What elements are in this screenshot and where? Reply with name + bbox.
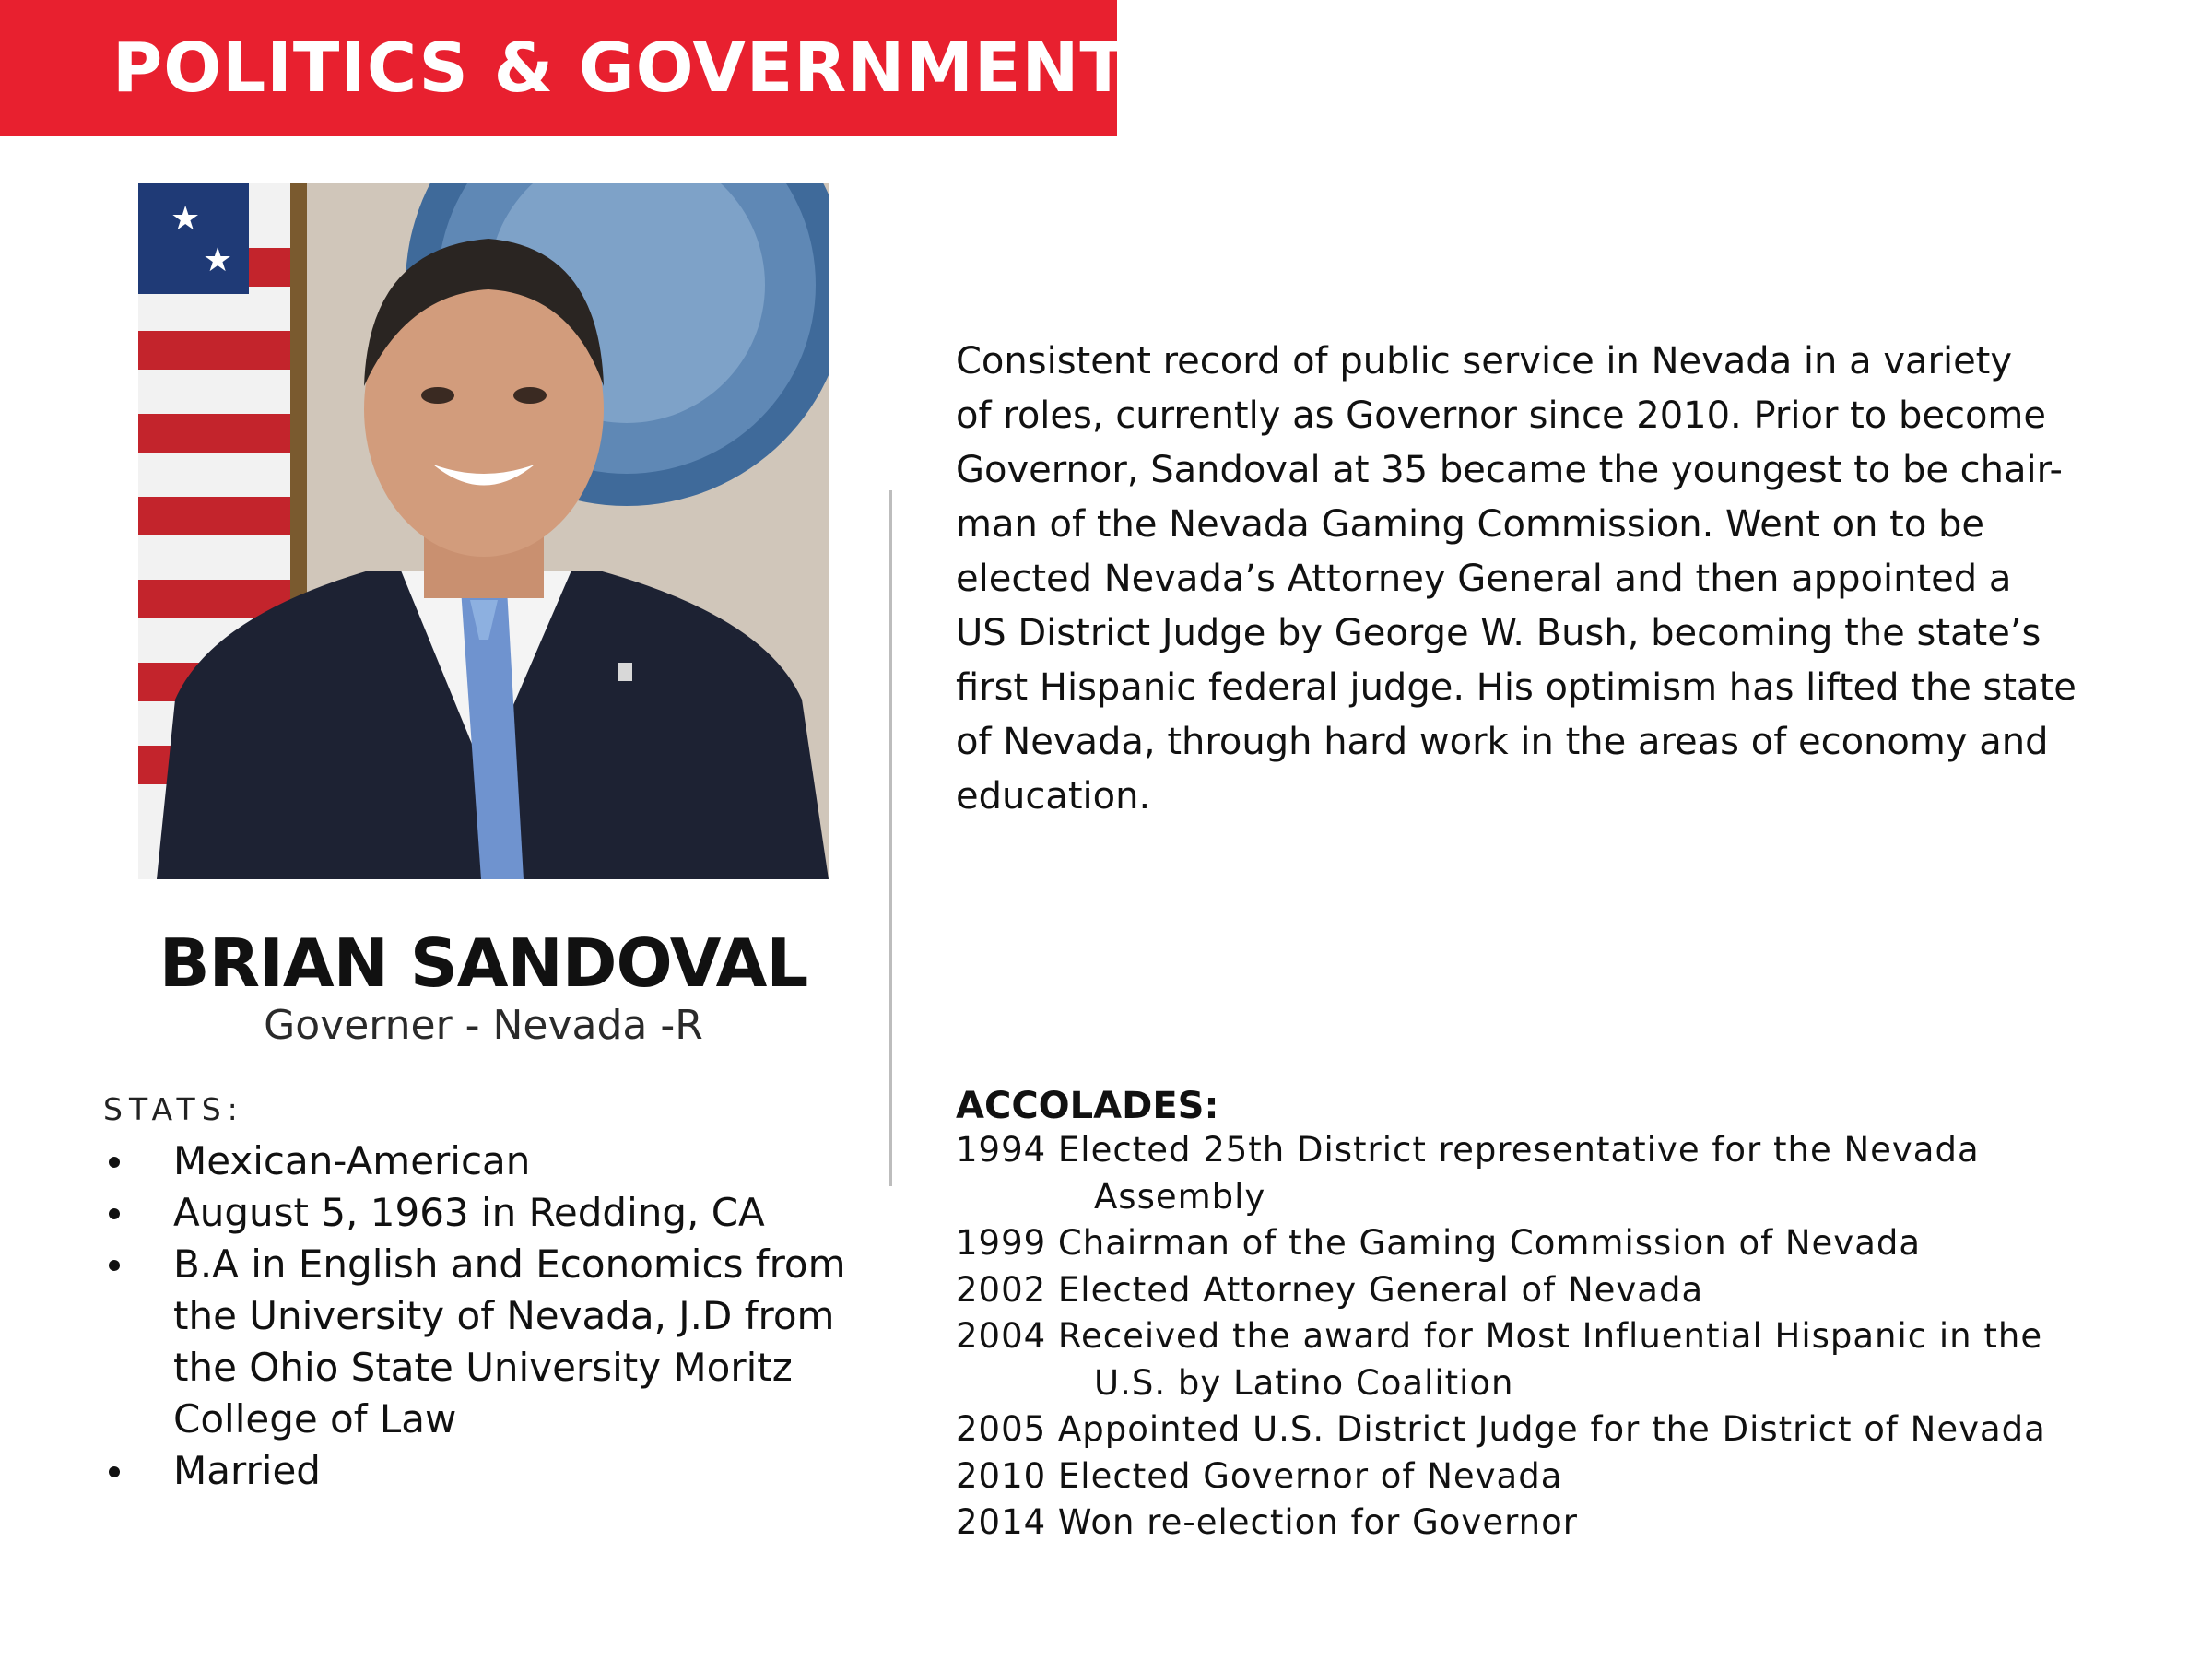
stats-item-text: the University of Nevada, J.D from xyxy=(173,1293,835,1338)
bio-line: of roles, currently as Governor since 2010. Prior to become xyxy=(956,394,2047,437)
accolade-text: 2010 Elected Governor of Nevada xyxy=(956,1455,1563,1496)
accolade-text: 1994 Elected 25th District representative for the Nevada xyxy=(956,1130,1980,1170)
accolade-item xyxy=(956,1267,2172,1314)
bio-line: of Nevada, through hard work in the areas of economy and xyxy=(956,721,2049,763)
stats-item xyxy=(103,1239,846,1445)
accolade-item xyxy=(956,1453,2172,1500)
stats-item xyxy=(103,1445,841,1497)
svg-text:★: ★ xyxy=(203,241,233,279)
bio-line: Governor, Sandoval at 35 became the youngest to be chair- xyxy=(956,449,2063,491)
accolades-heading: ACCOLADES: xyxy=(956,1085,1219,1127)
bio-line: first Hispanic federal judge. His optimism has lifted the state xyxy=(956,666,2077,709)
accolade-text: 1999 Chairman of the Gaming Commission of Nevada xyxy=(956,1223,1922,1263)
column-divider xyxy=(889,490,892,1186)
accolade-item xyxy=(956,1127,2172,1220)
bio-line: elected Nevada’s Attorney General and then appointed a xyxy=(956,558,2012,600)
accolades-list xyxy=(956,1127,2172,1547)
bullet-icon xyxy=(109,1208,120,1219)
person-title: Governer - Nevada -R xyxy=(264,1002,703,1049)
accolade-text: 2002 Elected Attorney General of Nevada xyxy=(956,1269,1704,1310)
stats-item xyxy=(103,1135,841,1187)
accolade-text: 2004 Received the award for Most Influential Hispanic in the xyxy=(956,1316,2043,1356)
portrait-photo xyxy=(138,183,829,879)
stats-item-text: B.A in English and Economics from xyxy=(173,1241,846,1287)
stats-item-text: August 5, 1963 in Redding, CA xyxy=(173,1190,765,1235)
stats-item-text: Married xyxy=(173,1448,321,1493)
bio-line: Consistent record of public service in Nevada in a variety xyxy=(956,340,2013,382)
section-title: POLITICS & GOVERNMENT xyxy=(112,29,1127,108)
accolade-item xyxy=(956,1406,2172,1453)
bio-line: man of the Nevada Gaming Commission. Went on to be xyxy=(956,503,1985,546)
accolade-item xyxy=(956,1220,2172,1267)
accolade-item xyxy=(956,1500,2172,1547)
accolade-text: 2005 Appointed U.S. District Judge for the District of Nevada xyxy=(956,1409,2046,1449)
bullet-icon xyxy=(109,1466,120,1477)
stats-item-text: the Ohio State University Moritz xyxy=(173,1345,793,1390)
accolade-text: 2014 Won re-election for Governor xyxy=(956,1502,1578,1542)
bullet-icon xyxy=(109,1260,120,1271)
person-name: BRIAN SANDOVAL xyxy=(159,924,808,1002)
stats-item-text: College of Law xyxy=(173,1396,457,1441)
bio-paragraph xyxy=(956,335,2099,824)
bio-line: US District Judge by George W. Bush, becoming the state’s xyxy=(956,612,2041,654)
stats-item xyxy=(103,1187,841,1239)
bio-line: education. xyxy=(956,775,1151,818)
accolade-text: U.S. by Latino Coalition xyxy=(1094,1362,1514,1403)
accolade-item xyxy=(956,1313,2172,1406)
stats-list xyxy=(103,1135,846,1497)
stats-heading: STATS: xyxy=(103,1091,244,1127)
section-banner xyxy=(0,0,1127,136)
accolade-text: Assembly xyxy=(1094,1176,1266,1217)
stats-item-text: Mexican-American xyxy=(173,1138,531,1183)
bullet-icon xyxy=(109,1157,120,1168)
svg-text:★: ★ xyxy=(171,200,201,238)
